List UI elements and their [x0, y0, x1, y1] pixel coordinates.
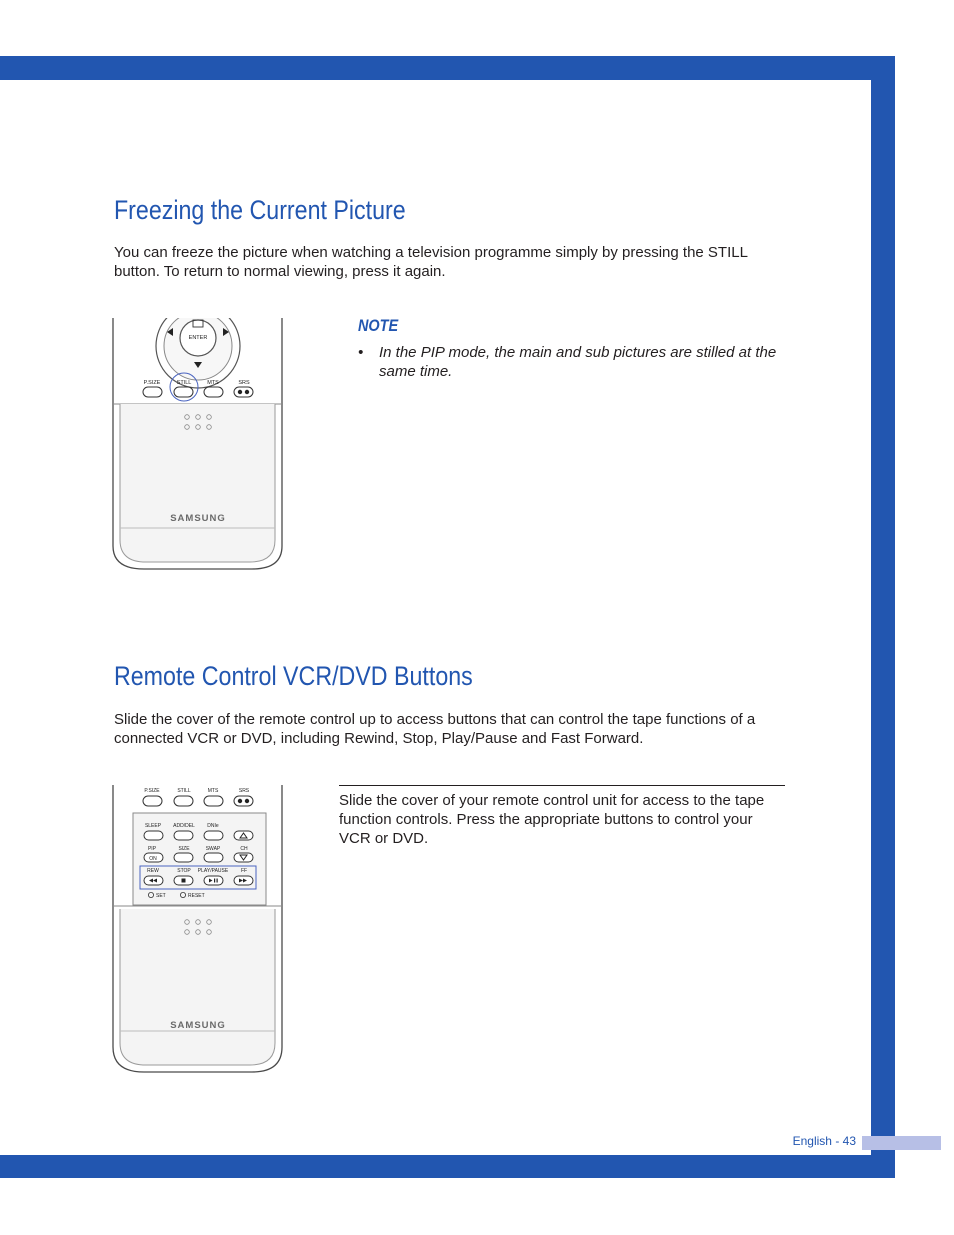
vcr-remote-label-psize: P.SIZE: [144, 788, 160, 794]
vcr-instructions-text: Slide the cover of your remote control unit for access to the tape function controls. Press the appropriate buttons to control your VCR or DVD.: [339, 792, 765, 847]
brand-logo-vcr-remote: SAMSUNG: [170, 1020, 226, 1031]
vcr-dvd-body-text: Slide the cover of the remote control up to access buttons that can control the tape functions of a connected VCR or DVD, including Rewind, Stop, Play/Pause and Fast Forward.: [114, 711, 756, 747]
remote-label-still: STILL: [176, 380, 192, 386]
page-number: English - 43: [792, 1134, 856, 1148]
remote-label-psize: P.SIZE: [143, 380, 161, 386]
remote-illustration-vcr: [112, 785, 284, 1075]
top-border-band: [0, 56, 895, 80]
tape-label-ff: FF: [240, 868, 248, 874]
section-title-freezing: Freezing the Current Picture: [114, 195, 406, 225]
vcr-remote-label-still: STILL: [177, 788, 191, 794]
vcr-label-size: SIZE: [178, 846, 190, 852]
vcr-label-ch: CH: [240, 846, 248, 852]
vcr-label-swap: SWAP: [205, 846, 221, 852]
vcr-instructions-rule: [339, 785, 785, 786]
note-heading: NOTE: [358, 316, 399, 335]
tape-label-rew: REW: [147, 868, 159, 874]
vcr-label-set: SET: [156, 893, 166, 899]
vcr-label-dnie: DNIe: [207, 823, 219, 829]
vcr-label-on: ON: [149, 856, 157, 862]
tape-label-stop: STOP: [177, 868, 191, 874]
freezing-body-text: You can freeze the picture when watching a television programme simply by pressing the STILL button. To return to normal viewing, press it again.: [114, 244, 748, 280]
note-item-text: In the PIP mode, the main and sub pictures are stilled at the same time.: [379, 344, 777, 380]
bottom-border-band: [0, 1155, 895, 1178]
vcr-label-sleep: SLEEP: [144, 823, 162, 829]
vcr-remote-label-mts: MTS: [207, 788, 219, 794]
vcr-remote-label-srs: SRS: [238, 788, 250, 794]
tape-label-play-pause: PLAY/PAUSE: [197, 868, 229, 874]
note-item: [358, 343, 788, 381]
enter-key-label: ENTER: [188, 335, 208, 341]
vcr-label-add-del: ADD/DEL: [173, 823, 195, 829]
right-border-band: [871, 56, 895, 1178]
vcr-label-reset: RESET: [188, 893, 205, 899]
remote-label-srs: SRS: [238, 380, 250, 386]
section-title-vcr-dvd: Remote Control VCR/DVD Buttons: [114, 661, 473, 691]
page-tab-marker: [862, 1136, 941, 1150]
brand-logo-still-remote: SAMSUNG: [170, 513, 226, 524]
note-list: [358, 343, 788, 381]
remote-illustration-still: [112, 318, 284, 572]
note-bullet: •: [358, 344, 364, 361]
remote-label-mts: MTS: [207, 380, 219, 386]
vcr-label-pip: PIP: [147, 846, 157, 852]
